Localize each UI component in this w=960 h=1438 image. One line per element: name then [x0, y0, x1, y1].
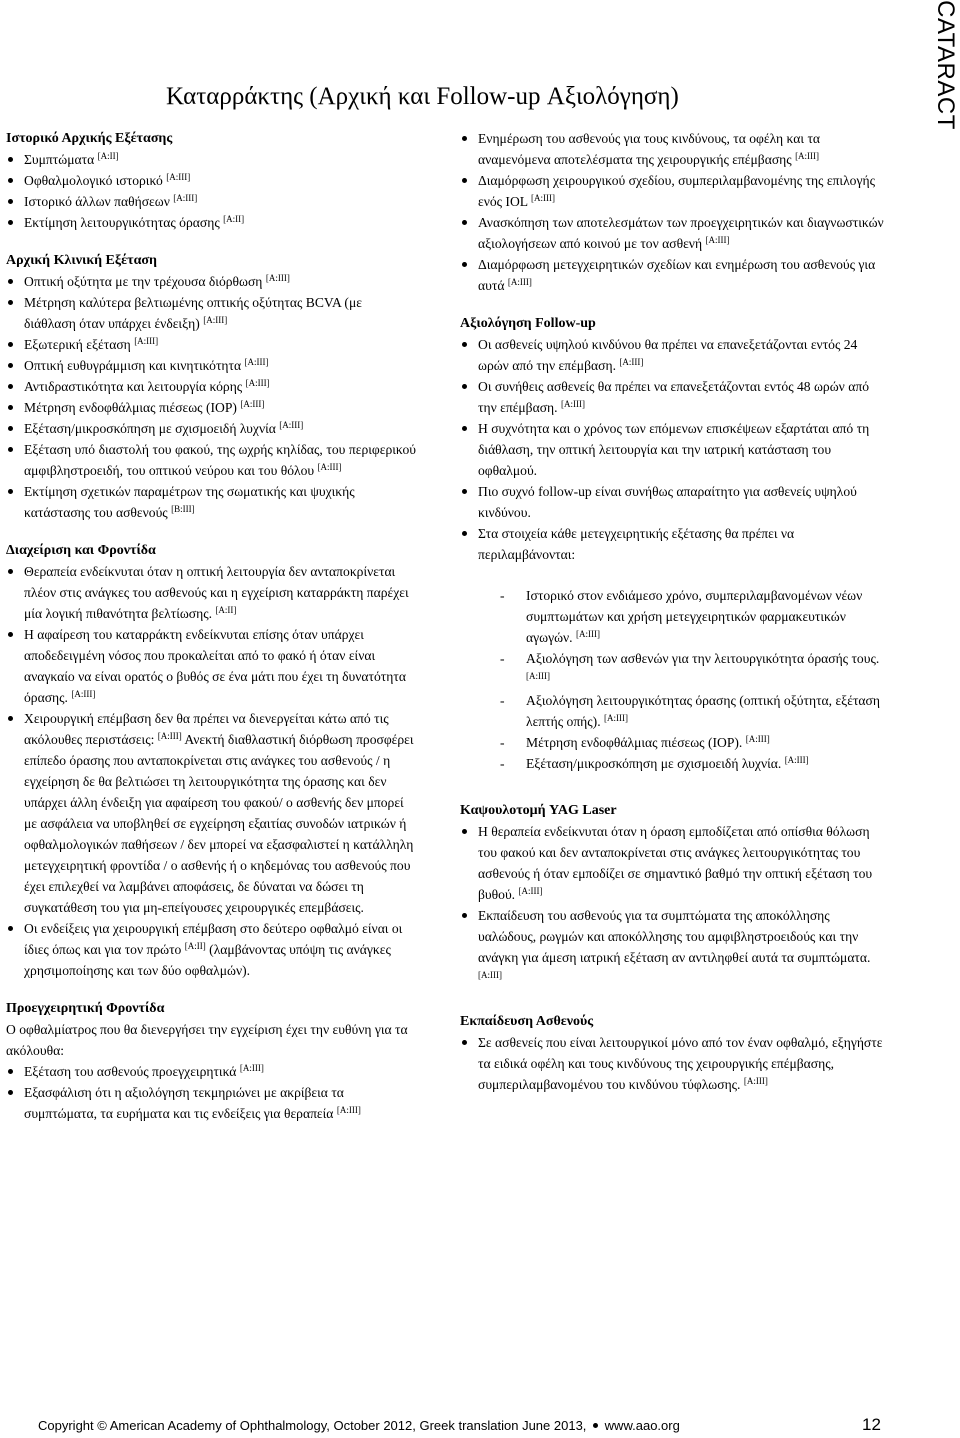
- list-item: [460, 254, 890, 296]
- item-text: Εκτίμηση σχετικών παραμέτρων της σωματικής και ψυχικής κατάστασης του ασθενούς: [24, 484, 355, 520]
- item-text: Η θεραπεία ενδείκνυται όταν η όραση εμποδίζεται από οπίσθια θόλωση του φακού και δεν ανταποκρίνεται στις ανάγκες λειτουργικότητας του ασθενούς ή όταν εμποδίζει σε σημαντικό βαθμό την οπτική εξέταση του βυθού.: [478, 824, 873, 902]
- list-item: [6, 481, 416, 523]
- item-text: Εξέταση υπό διαστολή του φακού, της ωχρής κηλίδας, του περιφερικού αμφιβληστροειδή, του οπτικού νεύρου και του θόλου: [24, 442, 416, 478]
- citation-label: [A:III]: [530, 193, 555, 203]
- citation-label: [A:III]: [560, 399, 585, 409]
- dash-list-item: [460, 732, 890, 753]
- item-text-continued: (λαμβάνοντας υπόψη τις ανάγκες χρησιμοποίησης και των δύο οφθαλμών).: [24, 942, 391, 978]
- item-text: Ιστορικό άλλων παθήσεων: [24, 194, 170, 209]
- citation-label: [A:III]: [265, 273, 290, 283]
- list-item: [460, 376, 890, 418]
- history-section: [6, 128, 416, 233]
- item-text: Αξιολόγηση λειτουργικότητας όρασης (οπτική οξύτητα, εξέταση λεπτής οπής).: [526, 693, 880, 729]
- preop-title: Προεγχειρητική Φροντίδα: [6, 1001, 165, 1016]
- list-item: [460, 334, 890, 376]
- citation-label: [A:III]: [705, 235, 730, 245]
- item-text: Οι ενδείξεις για χειρουργική επέμβαση στο δεύτερο οφθαλμό είναι οι ίδιες όπως και για τον πρώτο: [24, 921, 403, 957]
- education-section: [460, 1011, 890, 1095]
- citation-label: [A:III]: [336, 1105, 361, 1115]
- citation-label: [A:III]: [244, 357, 269, 367]
- education-title: Εκπαίδευση Ασθενούς: [460, 1014, 594, 1029]
- item-text: Θεραπεία ενδείκνυται όταν η οπτική λειτουργία δεν ανταποκρίνεται πλέον στις ανάγκες του ασθενούς και η εγχείριση καταρράκτη παρέχει μία λογική πιθανότητα βελτίωσης.: [24, 564, 409, 621]
- citation-label: [A:III]: [507, 277, 532, 287]
- dash-list-item: [460, 690, 890, 732]
- exam-section: [6, 250, 416, 523]
- citation-label: [A:III]: [203, 315, 228, 325]
- preop-intro: Ο οφθαλμίατρος που θα διενεργήσει την εγχείριση έχει την ευθύνη για τα ακόλουθα:: [6, 1022, 408, 1058]
- citation-label: [A:III]: [173, 193, 198, 203]
- citation-label: [A:III]: [795, 151, 820, 161]
- dash-marker: -: [500, 735, 505, 750]
- page-title: Καταρράκτης (Αρχική και Follow-up Αξιολόγηση): [166, 83, 679, 110]
- page-number: 12: [862, 1415, 881, 1434]
- dash-list-item: [460, 585, 890, 648]
- item-text: Διαμόρφωση μετεγχειρητικών σχεδίων και ενημέρωση του ασθενούς για αυτά: [478, 257, 876, 293]
- management-title: Διαχείριση και Φροντίδα: [6, 543, 156, 558]
- list-item: [460, 418, 890, 481]
- followup-section: [460, 313, 890, 774]
- item-text: Οπτική οξύτητα με την τρέχουσα διόρθωση: [24, 274, 263, 289]
- item-text: Οι συνήθεις ασθενείς θα πρέπει να επανεξετάζονται εντός 48 ωρών από την επέμβαση.: [478, 379, 869, 415]
- list-item: [6, 376, 416, 397]
- citation-label: [A:II]: [184, 941, 206, 951]
- item-text: Ανασκόπηση των αποτελεσμάτων των προεγχειρητικών και διαγνωστικών αξιολογήσεων από κοινού με τον ασθενή: [478, 215, 884, 251]
- list-item: [6, 212, 416, 233]
- list-item: [460, 523, 890, 565]
- footer-bullet-icon: [593, 1423, 598, 1428]
- citation-label: [A:II]: [215, 605, 237, 615]
- list-item: [6, 334, 416, 355]
- preop-list: [6, 1061, 416, 1124]
- item-text: Εκπαίδευση του ασθενούς για τα συμπτώματα της αποκόλλησης υαλώδους, ρωγμών και αποκόλλησης του αμφιβληστροειδούς και την ανάγκη για άμεση ιατρική εξέταση αν αντιληφθεί αυτά τα συμπτώματα.: [478, 908, 871, 965]
- list-item: [6, 191, 416, 212]
- item-text: Εξέταση του ασθενούς προεγχειρητικά: [24, 1064, 237, 1079]
- citation-label: [A:III]: [526, 671, 550, 681]
- citation-label: [B:III]: [171, 504, 195, 514]
- list-item: [6, 439, 416, 481]
- preop-continued-section: [460, 128, 890, 296]
- item-text: Ενημέρωση του ασθενούς για τους κινδύνους, τα οφέλη και τα αναμενόμενα αποτελέσματα της χειρουργικής επέμβασης: [478, 131, 821, 167]
- list-item: [460, 481, 890, 523]
- citation-label: [A:III]: [784, 755, 809, 765]
- citation-label: [A:III]: [619, 357, 644, 367]
- item-text: Εκτίμηση λειτουργικότητας όρασης: [24, 215, 220, 230]
- item-text: Η αφαίρεση του καταρράκτη ενδείκνυται επίσης όταν υπάρχει αποδεδειγμένη νόσος που προκαλείται από το φακό ή όταν είναι αναγκαίο να είναι ορατός ο βυθός σε ένα μάτι που έχει τη δυνατότητα όρασης.: [24, 627, 406, 705]
- item-text: Εξασφάλιση ότι η αξιολόγηση τεκμηριώνει με ακρίβεια τα συμπτώματα, τα ευρήματα και τις ενδείξεις για θεραπεία: [24, 1085, 344, 1121]
- citation-label: [A:III]: [239, 1063, 264, 1073]
- item-text: Μέτρηση ενδοφθάλμιας πιέσεως (IOP): [24, 400, 237, 415]
- footer-url[interactable]: www.aao.org: [604, 1418, 680, 1433]
- list-item: [6, 561, 416, 624]
- preop-section: [6, 998, 416, 1124]
- list-item: [6, 355, 416, 376]
- list-item: [6, 708, 416, 918]
- citation-label: [A:III]: [245, 378, 270, 388]
- citation-label: [A:III]: [743, 1076, 768, 1086]
- management-section: [6, 540, 416, 981]
- dash-marker: -: [500, 693, 505, 708]
- list-item: [460, 905, 890, 989]
- list-item: [6, 149, 416, 170]
- item-text: Ιστορικό στον ενδιάμεσο χρόνο, συμπεριλαμβανομένων νέων συμπτωμάτων και χρήση μετεγχειρητικών φαρμακευτικών αγωγών.: [526, 588, 863, 645]
- citation-label: [A:III]: [478, 970, 502, 980]
- education-list: [460, 1032, 890, 1095]
- item-text: Οφθαλμολογικό ιστορικό: [24, 173, 163, 188]
- item-text: Εξέταση/μικροσκόπηση με σχισμοειδή λυχνία.: [526, 756, 782, 771]
- list-item: [6, 292, 416, 334]
- item-text: Αξιολόγηση των ασθενών για την λειτουργικότητα όρασής τους.: [526, 651, 880, 666]
- item-text: Στα στοιχεία κάθε μετεγχειρητικής εξέτασης θα πρέπει να περιλαμβάνονται:: [478, 526, 795, 562]
- yag-section: [460, 800, 890, 989]
- list-item: [460, 128, 890, 170]
- citation-label: [A:III]: [518, 886, 543, 896]
- item-text: Χειρουργική επέμβαση δεν θα πρέπει να διενεργείται κάτω από τις ακόλουθες περιστάσεις:: [24, 711, 389, 747]
- yag-list: [460, 821, 890, 989]
- item-text: Μέτρηση καλύτερα βελτιωμένης οπτικής οξύτητας BCVA (με διάθλαση όταν υπάρχει ένδειξη): [24, 295, 362, 331]
- footer-copyright: Copyright © American Academy of Ophthalmology, October 2012, Greek translation June 2013,: [38, 1418, 587, 1433]
- citation-label: [A:III]: [157, 731, 182, 741]
- list-item: [460, 212, 890, 254]
- right-column: [460, 128, 890, 1112]
- list-item: [6, 1082, 416, 1124]
- citation-label: [A:III]: [166, 172, 191, 182]
- item-text: Διαμόρφωση χειρουργικού σχεδίου, συμπεριλαμβανομένης της επιλογής ενός IOL: [478, 173, 875, 209]
- citation-label: [A:III]: [745, 734, 770, 744]
- followup-dash-list: [460, 585, 890, 774]
- citation-label: [A:II]: [223, 214, 245, 224]
- exam-title: Αρχική Κλινική Εξέταση: [6, 253, 157, 268]
- exam-list: [6, 271, 416, 523]
- list-item: [460, 170, 890, 212]
- item-text: Οπτική ευθυγράμμιση και κινητικότητα: [24, 358, 242, 373]
- history-title: Ιστορικό Αρχικής Εξέτασης: [6, 131, 173, 146]
- left-column: [6, 128, 416, 1141]
- preop-continued-list: [460, 128, 890, 296]
- item-text: Εξέταση/μικροσκόπηση με σχισμοειδή λυχνία: [24, 421, 276, 436]
- item-text-continued: Ανεκτή διαθλαστική διόρθωση προσφέρει επίπεδο όρασης που ανταποκρίνεται στις ανάγκες του ασθενούς / η εγχείρηση δε θα βελτιώσει τη λειτουργικότητα της όρασης και δεν υπάρχει άλλη ένδειξη για αφαίρεση του φακού/ ο ασθενής δεν μπορεί με ασφάλεια να υποβληθεί σε εγχείρηση εξαιτίας συνοδών ιατρικών ή οφθαλμολογικών παθήσεων / δεν μπορεί να εξασφαλιστεί η κατάλληλη μετεγχειρητική φροντίδα / ο ασθενής ή ο κηδεμόνας του ασθενούς που έχει επιλεχθεί να λαμβάνει αποφάσεις, δε δύναται να δώσει τη συγκατάθεση του για μη-επείγουσες χειρουργικές επεμβάσεις.: [24, 732, 414, 915]
- footer: [38, 1418, 928, 1434]
- item-text: Πιο συχνό follow-up είναι συνήθως απαραίτητο για ασθενείς υψηλού κινδύνου.: [478, 484, 857, 520]
- list-item: [6, 170, 416, 191]
- yag-title: Καψουλοτομή YAG Laser: [460, 803, 617, 818]
- citation-label: [A:II]: [97, 151, 119, 161]
- citation-label: [A:III]: [575, 629, 600, 639]
- item-text: Μέτρηση ενδοφθάλμιας πιέσεως (IOP).: [526, 735, 743, 750]
- item-text: Αντιδραστικότητα και λειτουργία κόρης: [24, 379, 243, 394]
- citation-label: [A:III]: [71, 689, 96, 699]
- dash-list-item: [460, 753, 890, 774]
- list-item: [460, 821, 890, 905]
- list-item: [6, 418, 416, 439]
- item-text: Η συχνότητα και ο χρόνος των επόμενων επισκέψεων εξαρτάται από τη διάθλαση, την οπτική λειτουργία και την ιατρική κατάσταση του οφθαλμού.: [478, 421, 870, 478]
- list-item: [6, 1061, 416, 1082]
- item-text: Οι ασθενείς υψηλού κινδύνου θα πρέπει να επανεξετάζονται εντός 24 ωρών από την επέμβαση.: [478, 337, 858, 373]
- item-text: Σε ασθενείς που είναι λειτουργικοί μόνο από τον έναν οφθαλμό, εξηγήστε τα ειδικά οφέλη και τους κινδύνους της χειρουργικής επέμβασης, συμπεριλαμβανομένου του κινδύνου τύφλωσης.: [478, 1035, 883, 1092]
- dash-marker: -: [500, 756, 505, 771]
- item-text: Εξωτερική εξέταση: [24, 337, 131, 352]
- management-list: [6, 561, 416, 981]
- list-item: [6, 271, 416, 292]
- citation-label: [A:III]: [317, 462, 342, 472]
- followup-title: Αξιολόγηση Follow-up: [460, 316, 596, 331]
- followup-list: [460, 334, 890, 565]
- list-item: [460, 1032, 890, 1095]
- side-tab: [930, 0, 960, 130]
- citation-label: [A:III]: [240, 399, 265, 409]
- side-tab-label: CATARACT: [932, 0, 959, 130]
- dash-marker: -: [500, 588, 505, 603]
- citation-label: [A:III]: [604, 713, 628, 723]
- citation-label: [A:III]: [134, 336, 159, 346]
- dash-list-item: [460, 648, 890, 690]
- history-list: [6, 149, 416, 233]
- list-item: [6, 397, 416, 418]
- list-item: [6, 918, 416, 981]
- dash-marker: -: [500, 651, 505, 666]
- list-item: [6, 624, 416, 708]
- citation-label: [A:III]: [279, 420, 304, 430]
- item-text: Συμπτώματα: [24, 152, 95, 167]
